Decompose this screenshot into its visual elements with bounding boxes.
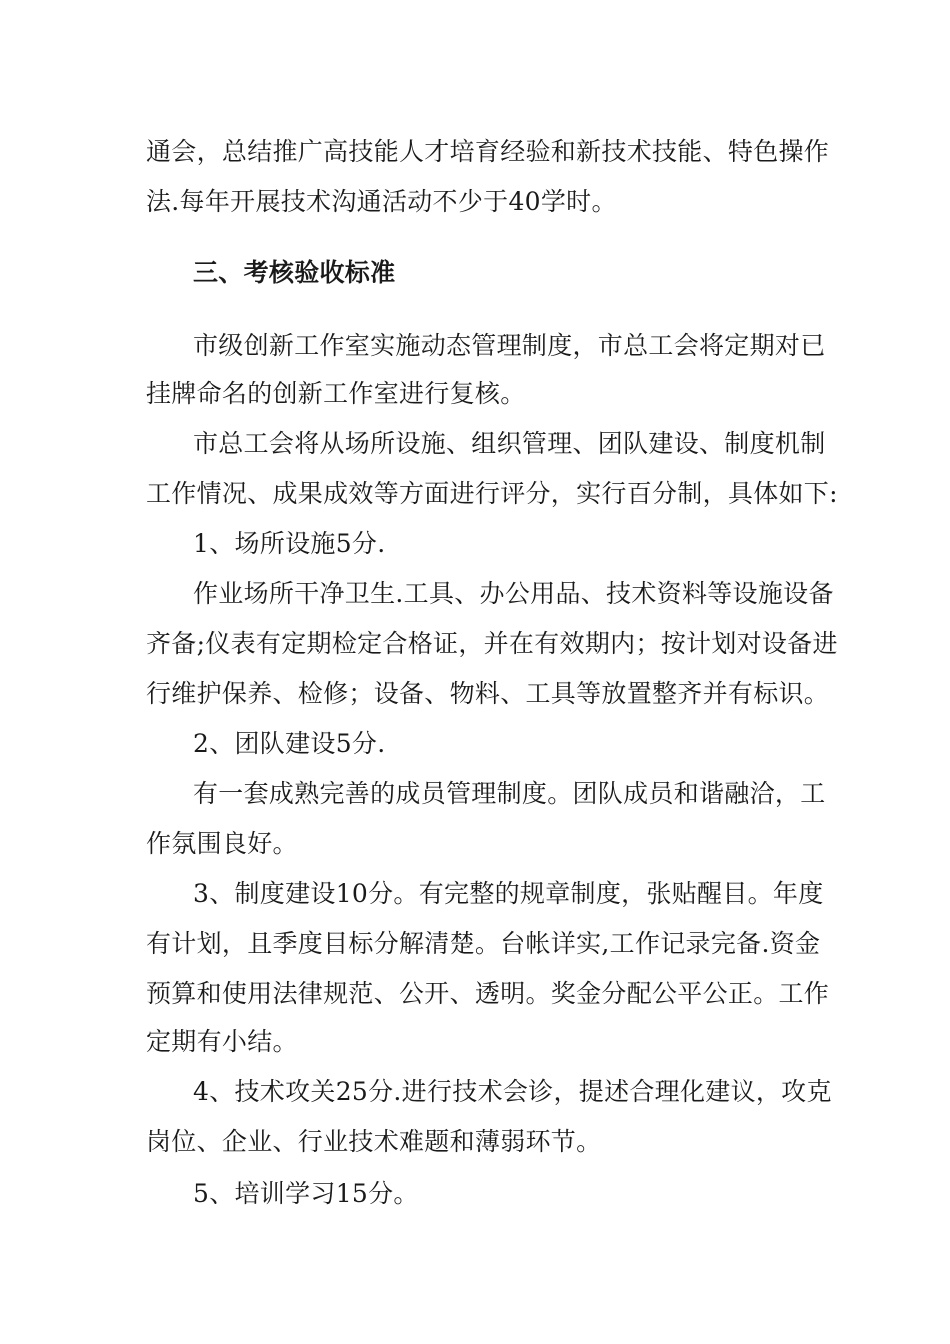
list-item-heading: 1、场所设施5分. — [193, 529, 386, 558]
paragraph-line: 作业场所干净卫生.工具、办公用品、技术资料等设施设备 — [193, 579, 834, 608]
list-item-heading: 5、培训学习15分。 — [193, 1179, 419, 1208]
paragraph-line: 行维护保养、检修；设备、物料、工具等放置整齐并有标识。 — [146, 679, 830, 708]
paragraph-line: 有一套成熟完善的成员管理制度。团队成员和谐融洽，工 — [193, 779, 826, 808]
paragraph-line: 齐备;仪表有定期检定合格证，并在有效期内；按计划对设备进 — [146, 629, 838, 658]
paragraph-line: 通会，总结推广高技能人才培育经验和新技术技能、特色操作 — [146, 137, 830, 166]
paragraph-line: 工作情况、成果成效等方面进行评分，实行百分制，具体如下: — [146, 479, 838, 508]
paragraph-line: 预算和使用法律规范、公开、透明。奖金分配公平公正。工作 — [146, 979, 830, 1008]
paragraph-line: 4、技术攻关25分.进行技术会诊，提述合理化建议，攻克 — [193, 1077, 832, 1106]
paragraph-line: 市总工会将从场所设施、组织管理、团队建设、制度机制 — [193, 429, 826, 458]
paragraph-line: 定期有小结。 — [146, 1027, 298, 1056]
section-heading: 三、考核验收标准 — [193, 258, 396, 287]
paragraph-line: 有计划，且季度目标分解清楚。台帐详实,工作记录完备.资金 — [146, 929, 821, 958]
paragraph-line: 岗位、企业、行业技术难题和薄弱环节。 — [146, 1127, 602, 1156]
list-item-heading: 2、团队建设5分. — [193, 729, 386, 758]
paragraph-line: 作氛围良好。 — [146, 829, 298, 858]
paragraph-line: 3、制度建设10分。有完整的规章制度，张贴醒目。年度 — [193, 879, 824, 908]
paragraph-line: 市级创新工作室实施动态管理制度，市总工会将定期对已 — [193, 331, 826, 360]
paragraph-line: 法.每年开展技术沟通活动不少于40学时。 — [146, 187, 617, 216]
paragraph-line: 挂牌命名的创新工作室进行复核。 — [146, 379, 526, 408]
